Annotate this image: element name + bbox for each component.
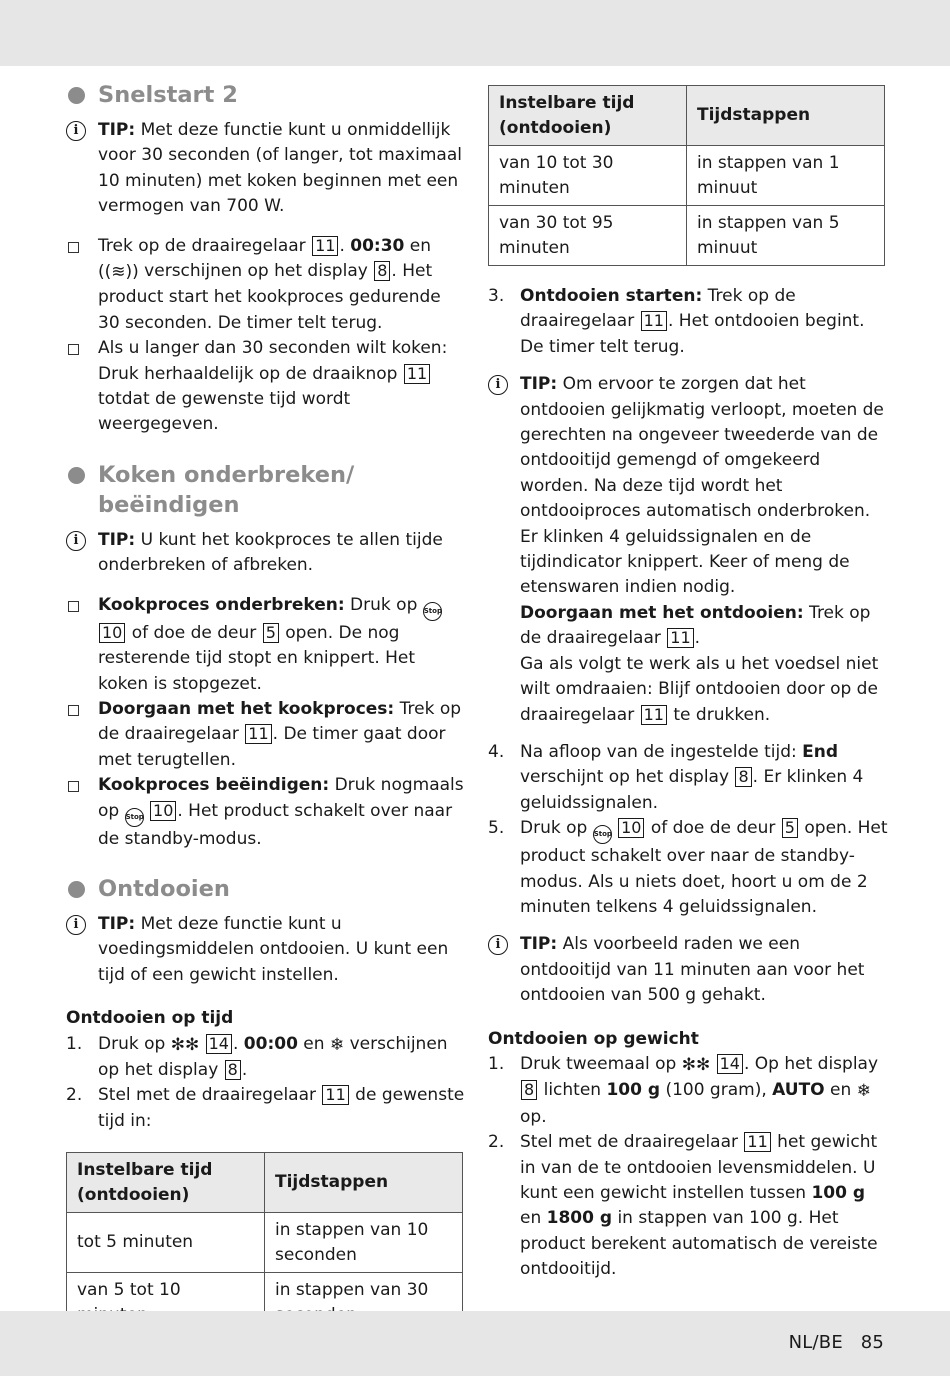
subheading-ontdooien-op-tijd: Ontdooien op tijd (66, 1008, 234, 1029)
ref-number: 11 (404, 364, 430, 384)
table-cell: in stappen van 1 minuut (687, 146, 885, 206)
tip-onderbreken: i TIP: U kunt het kookproces te allen tijde onderbreken of afbreken. (66, 528, 466, 579)
table-row (489, 206, 885, 266)
checkbox-bullet-icon (68, 344, 79, 355)
list-item: Als u langer dan 30 seconden wilt koken: Druk herhaaldelijk op de draaiknop 11 totdat de gewenste tijd wordt weergegeven. (66, 336, 466, 438)
bullet-dot-icon (68, 87, 85, 104)
ref-number: 5 (263, 623, 279, 643)
snowflake-icon: ❄ (856, 1081, 871, 1102)
ref-number: 5 (782, 818, 798, 838)
ref-number: 10 (150, 801, 176, 821)
bullet-dot-icon (68, 467, 85, 484)
checkbox-bullet-icon (68, 705, 79, 716)
table-row (489, 146, 885, 206)
list-item: Trek op de draairegelaar 11 . 00:30 en ((≋)) verschijnen op het display 8 . Het product start het kookproces gedurende 30 seconden. De timer telt terug. (66, 234, 466, 337)
tip-snelstart: i TIP: Met deze functie kunt u onmiddellijk voor 30 seconden (of langer, tot maximaal 10 minuten) met koken beginnen met een vermogen van 700 W. (66, 118, 466, 220)
table-cell: in stappen van 5 minuut (687, 206, 885, 266)
ref-number: 10 (99, 623, 125, 643)
right-column (488, 78, 888, 1283)
section-title-ontdooien: Ontdooien (66, 874, 466, 904)
defrost-time-table (66, 1152, 463, 1333)
ref-number: 10 (618, 818, 644, 838)
bullet-dot-icon (68, 881, 85, 898)
stop-button-icon: Stop (125, 808, 144, 827)
table-cell: van 5 tot 10 (67, 1273, 265, 1333)
table-row (67, 1213, 463, 1273)
page-number: 85 (860, 1332, 884, 1353)
header-band (0, 0, 950, 66)
list-item: 1. Druk tweemaal op ✻✻ 14 . Op het display 8 lichten 100 g (100 gram), AUTO en ❄ op. (488, 1053, 879, 1127)
ref-number: 8 (374, 261, 390, 281)
snowflake-icon: ❄ (329, 1034, 345, 1055)
table-cell: van 30 tot 95 minuten (489, 206, 687, 266)
list-item: 1. Druk op ✻✻ 14 . 00:00 en ❄ verschijnen op het display 8 . (66, 1033, 448, 1080)
info-icon: i (66, 915, 86, 935)
table-header-cell: Instelbare tijd (ontdooien) (489, 86, 687, 146)
list-item: Kookproces beëindigen: Druk nogmaals op Stop 10 . Het product schakelt over naar de standby-modus. (66, 773, 466, 852)
section-title-snelstart: Snelstart 2 (66, 80, 466, 110)
list-item: 3. Ontdooien starten: Trek op de draairegelaar 11 . Het ontdooien begint. De timer telt terug. (488, 286, 865, 357)
subheading-ontdooien-op-gewicht: Ontdooien op gewicht (488, 1028, 699, 1049)
ref-number: 14 (717, 1054, 743, 1074)
ref-number: 11 (744, 1132, 770, 1152)
ref-number: 14 (206, 1034, 232, 1054)
page-footer (789, 1332, 884, 1353)
ref-number: 11 (322, 1085, 348, 1105)
left-column (66, 78, 466, 1333)
table-header-cell: Instelbare tijd (ontdooien) (67, 1153, 265, 1213)
table-header-cell: Tijdstappen (687, 86, 885, 146)
list-item: 5. Druk op Stop 10 of doe de deur 5 open. Het product schakelt over naar de standby-modus. Als u niets doet, hoort u om de 2 minuten telkens 4 geluidssignalen. (488, 818, 888, 917)
microwave-power-icon: ((≋)) (98, 262, 139, 283)
stop-button-icon: Stop (593, 825, 612, 844)
language-code: NL/BE (788, 1332, 843, 1353)
info-icon: i (488, 375, 508, 395)
table-header-row (489, 86, 885, 146)
table-header-cell: Tijdstappen (265, 1153, 463, 1213)
info-icon: i (66, 531, 86, 551)
tip-ontdooien: i TIP: Met deze functie kunt u voedingsmiddelen ontdooien. U kunt een tijd of een gewicht instellen. (66, 912, 466, 988)
defrost-icon: ✻✻ (681, 1054, 711, 1075)
table-cell: in stappen van 10 seconden (265, 1213, 463, 1273)
checkbox-bullet-icon (68, 781, 79, 792)
list-item: 2. Stel met de draairegelaar 11 het gewicht in van de te ontdooien levensmiddelen. U kunt een gewicht instellen tussen 100 g en 1800 g in stappen van 100 g. Het product berekent automatisch de vereiste ontdooitijd. (488, 1132, 878, 1280)
ref-number: 8 (735, 767, 751, 787)
checkbox-bullet-icon (68, 242, 79, 253)
ref-number: 8 (521, 1080, 537, 1100)
ref-number: 11 (667, 628, 693, 648)
list-item: Kookproces onderbreken: Druk op Stop 10 of doe de deur 5 open. De nog resterende tijd stopt en knippert. Het koken is stopgezet. (66, 593, 466, 697)
defrost-time-table-continued (488, 85, 885, 266)
section-title-koken-onderbreken: Koken onderbreken/ beëindigen (66, 460, 466, 520)
info-icon: i (66, 121, 86, 141)
ref-number: 11 (312, 236, 338, 256)
ref-number: 8 (225, 1060, 241, 1080)
tip-ontdooien-voorbeeld: i TIP: Als voorbeeld raden we een ontdooitijd van 11 minuten aan voor het ontdooien van 500 g gehakt. (488, 932, 888, 1008)
ref-number: 11 (641, 705, 667, 725)
stop-button-icon: Stop (423, 602, 442, 621)
tip-ontdooien-mengen: i TIP: Om ervoor te zorgen dat het ontdooien gelijkmatig verloopt, moeten de gerechten na ongeveer tweederde van de ontdooitijd gemengd of omgekeerd worden. Na deze tijd wordt het ontdooiproces automatisch onderbroken. Er klinken 4 geluidssignalen en de tijdindicator knippert. Keer of meng de etenswaren indien nodig. Doorgaan met het ontdooien: Trek op de draairegelaar 11 . Ga als volgt te werk als u het voedsel niet wilt omdraaien: Blijf ontdooien door op de draairegelaar 11 te drukken. (488, 372, 888, 728)
table-cell: van 10 tot 30 minuten (489, 146, 687, 206)
list-item: 4. Na afloop van de ingestelde tijd: End verschijnt op het display 8 . Er klinken 4 geluidssignalen. (488, 741, 864, 813)
table-cell: tot 5 minuten (67, 1213, 265, 1273)
list-item: 2. Stel met de draairegelaar 11 de gewenste tijd in: (66, 1085, 465, 1131)
info-icon: i (488, 935, 508, 955)
ref-number: 11 (641, 311, 667, 331)
checkbox-bullet-icon (68, 601, 79, 612)
table-cell: in stappen van 30 (265, 1273, 463, 1333)
defrost-icon: ✻✻ (170, 1034, 200, 1055)
ref-number: 11 (245, 724, 271, 744)
table-header-row (67, 1153, 463, 1213)
list-item: Doorgaan met het kookproces: Trek op de draairegelaar 11 . De timer gaat door met terugtellen. (66, 697, 466, 773)
